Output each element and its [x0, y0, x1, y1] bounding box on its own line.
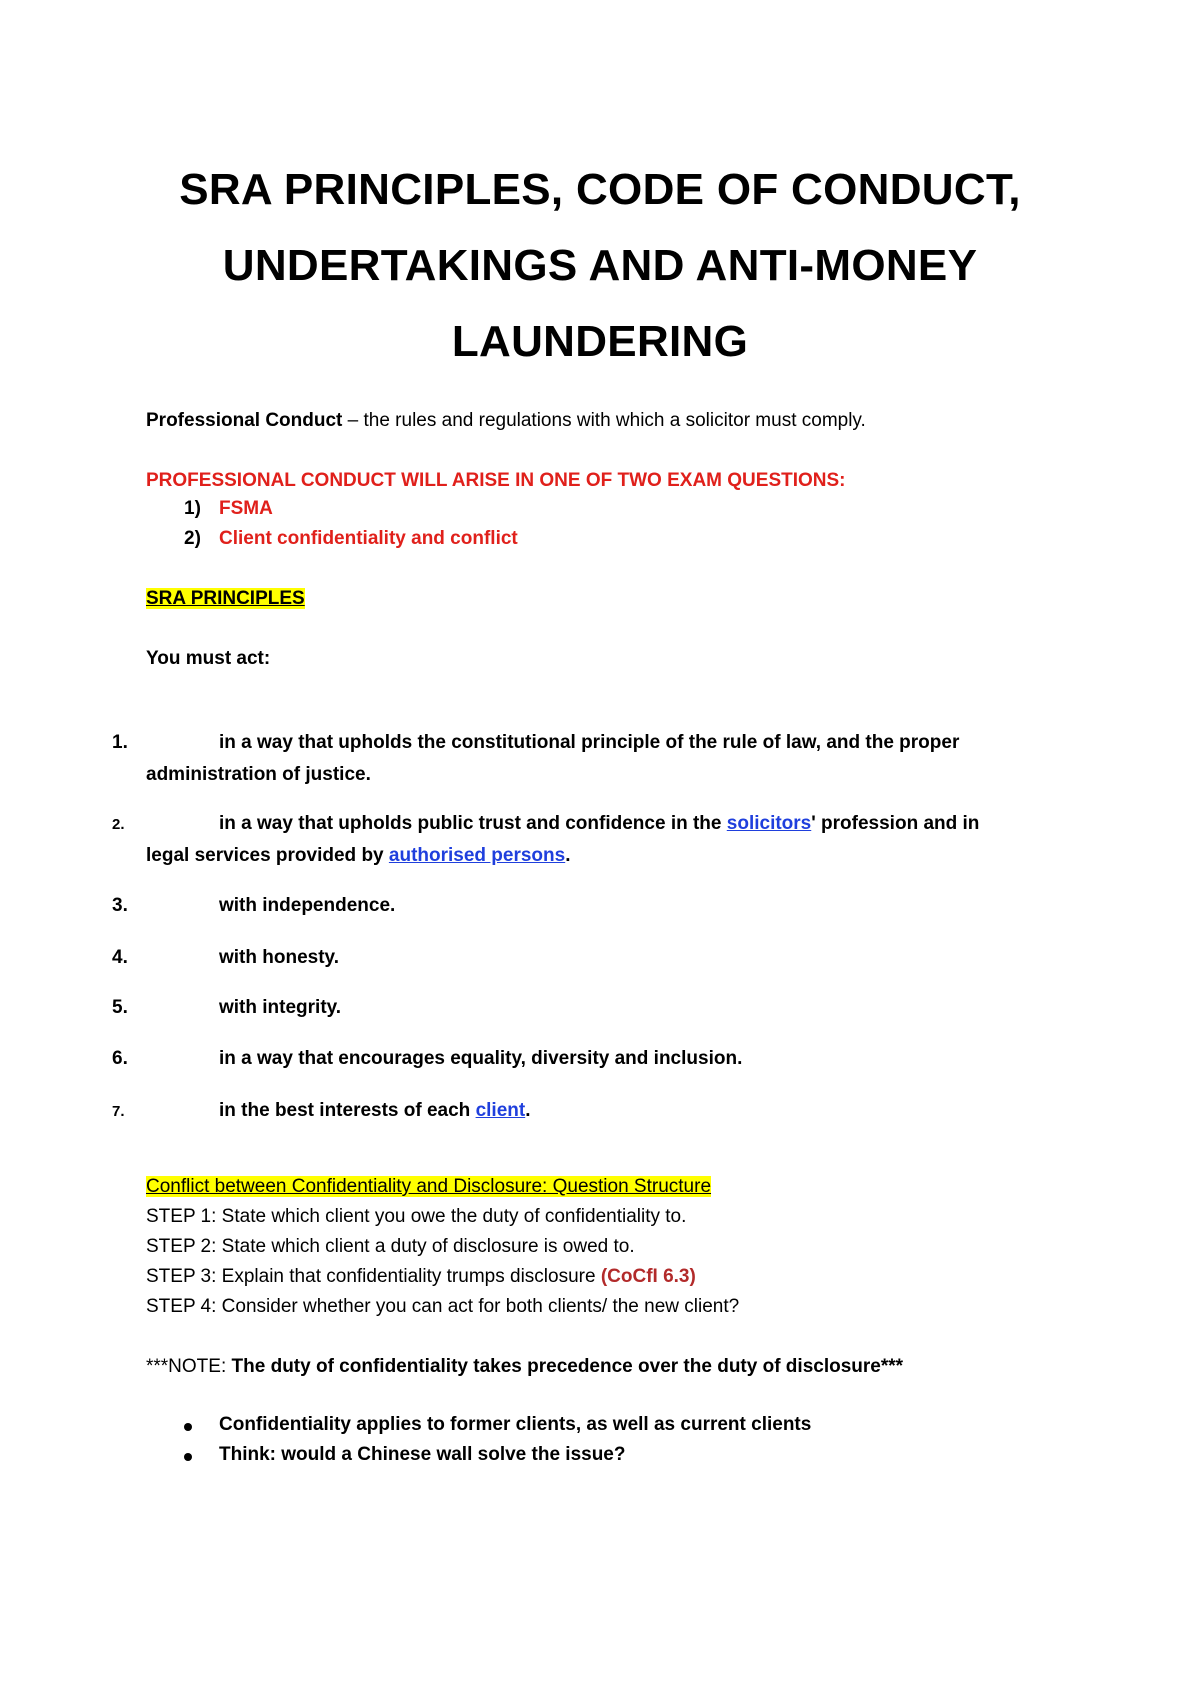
exam-item-confidentiality: Client confidentiality and conflict	[219, 528, 518, 549]
principle-number: 2.	[112, 816, 125, 833]
conflict-heading: Conflict between Confidentiality and Disclosure: Question Structure	[146, 1176, 712, 1197]
principle-2-text: in a way that upholds public trust and confidence in the solicitors' profession and in	[219, 813, 980, 834]
code-reference: (CoCfI 6.3)	[600, 1266, 696, 1287]
conflict-step-3: STEP 3: Explain that confidentiality trumps disclosure (CoCfI 6.3)	[146, 1266, 696, 1287]
exam-item-fsma: FSMA	[219, 498, 273, 519]
principles-lead: You must act:	[146, 648, 271, 669]
client-link[interactable]: client	[475, 1100, 526, 1121]
principle-1-text: in a way that upholds the constitutional principle of the rule of law, and the proper	[219, 732, 960, 753]
principle-number: 5.	[112, 997, 128, 1018]
intro-paragraph	[146, 410, 866, 432]
bullet-item: Think: would a Chinese wall solve the issue?	[219, 1444, 626, 1465]
bullet-item: Confidentiality applies to former clients, as well as current clients	[219, 1414, 812, 1435]
conflict-step-2: STEP 2: State which client a duty of disclosure is owed to.	[146, 1236, 635, 1257]
principle-7-text: in the best interests of each client.	[219, 1100, 531, 1121]
conflict-step-1: STEP 1: State which client you owe the duty of confidentiality to.	[146, 1206, 687, 1227]
conflict-step-4: STEP 4: Consider whether you can act for both clients/ the new client?	[146, 1296, 740, 1317]
principle-2-continuation: legal services provided by authorised persons.	[146, 845, 571, 866]
principle-6-text: in a way that encourages equality, diversity and inclusion.	[219, 1048, 743, 1069]
bullet-icon	[184, 1453, 192, 1461]
principle-number: 1.	[112, 732, 128, 753]
title-line-3: LAUNDERING	[451, 317, 749, 366]
document-title	[100, 152, 1100, 380]
authorised-persons-link[interactable]: authorised persons	[388, 845, 566, 866]
principle-4-text: with honesty.	[219, 947, 339, 968]
confidentiality-note: ***NOTE: The duty of confidentiality takes precedence over the duty of disclosure***	[146, 1356, 904, 1377]
intro-definition: – the rules and regulations with which a solicitor must comply.	[342, 410, 866, 431]
solicitors-link[interactable]: solicitors	[726, 813, 812, 834]
exam-item-number: 1)	[184, 498, 201, 519]
principle-number: 7.	[112, 1103, 125, 1120]
bullet-icon	[184, 1423, 192, 1431]
exam-heading: PROFESSIONAL CONDUCT WILL ARISE IN ONE OF TWO EXAM QUESTIONS:	[146, 470, 846, 491]
title-line-2: UNDERTAKINGS AND ANTI-MONEY	[222, 241, 978, 290]
principle-number: 6.	[112, 1048, 128, 1069]
principle-3-text: with independence.	[219, 895, 396, 916]
intro-term: Professional Conduct	[146, 410, 343, 431]
principle-number: 3.	[112, 895, 128, 916]
title-line-1: SRA PRINCIPLES, CODE OF CONDUCT,	[179, 165, 1021, 214]
principle-1-continuation: administration of justice.	[146, 764, 371, 785]
exam-item-number: 2)	[184, 528, 201, 549]
principle-5-text: with integrity.	[219, 997, 342, 1018]
principle-number: 4.	[112, 947, 128, 968]
principles-heading: SRA PRINCIPLES	[146, 588, 305, 609]
